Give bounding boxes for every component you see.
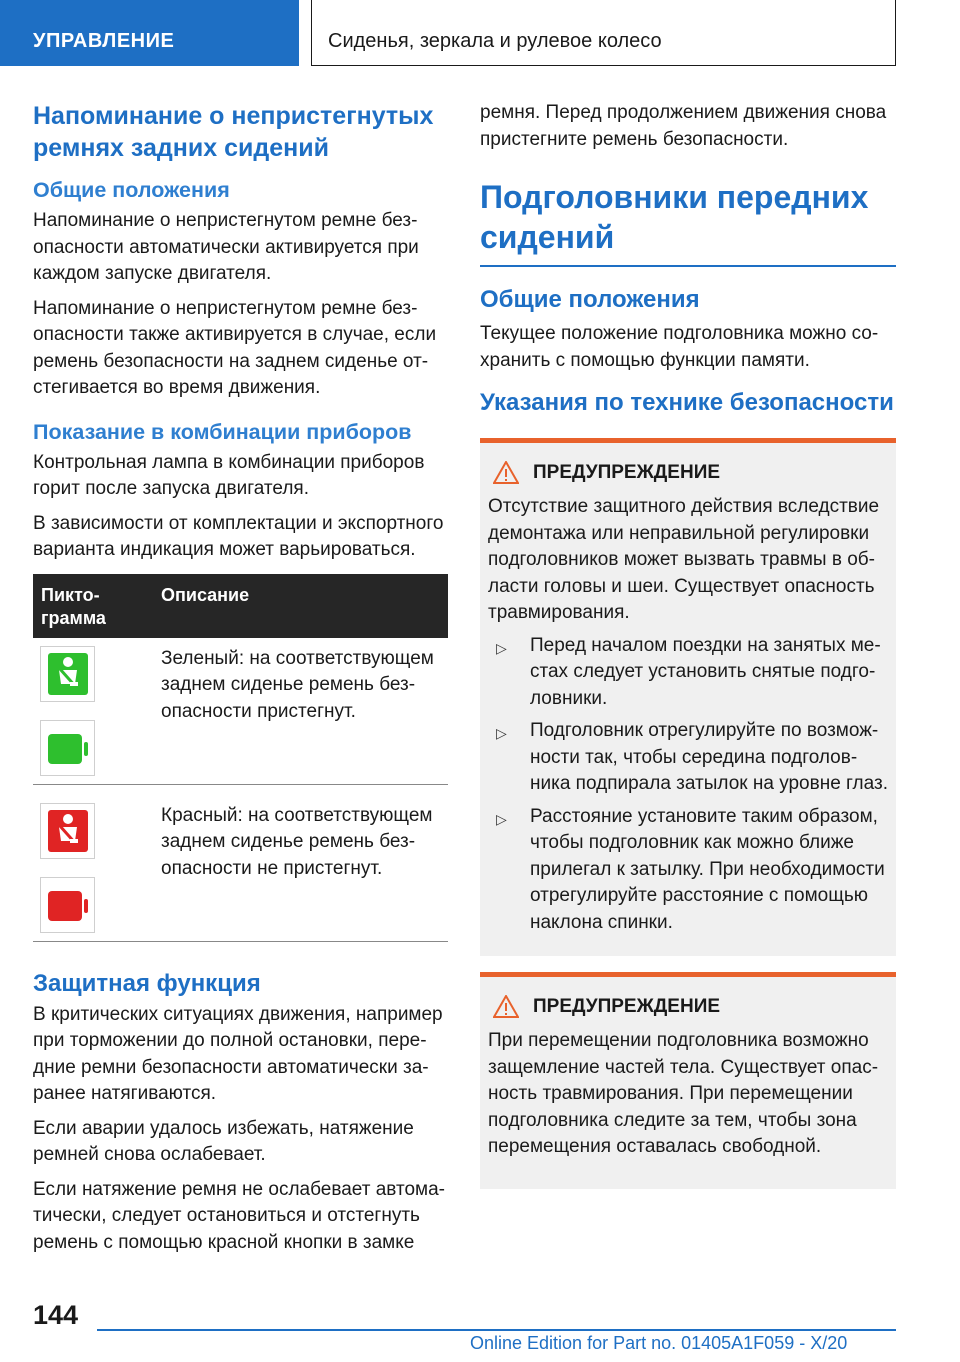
warning-title: ПРЕДУПРЕЖДЕНИЕ bbox=[533, 995, 721, 1017]
page-number: 144 bbox=[33, 1300, 79, 1330]
heading-general: Общие положения bbox=[480, 286, 700, 313]
col-pictogram: Пиктограмма bbox=[41, 584, 106, 628]
list-item: ▷ Расстояние установите таким образом, чтобы подголовник как можно ближе прилегал к затылку. При необходимости отрегулируйте расстояние с помощью наклона спинки. bbox=[496, 804, 888, 937]
bullet-triangle-icon: ▷ bbox=[496, 810, 507, 827]
warning-title: ПРЕДУПРЕЖДЕНИЕ bbox=[533, 461, 721, 483]
section-title-headrests: Подголовники передних сидений bbox=[480, 177, 896, 267]
edition-text: Online Edition for Part no. 01405A1F059 - X/20 bbox=[470, 1333, 848, 1353]
paragraph: Если натяжение ремня не ослабевает автоматически, следует остановиться и отстегнуть ремень с помощью красной кнопки в замке bbox=[33, 1178, 445, 1253]
col-description: Описание bbox=[161, 584, 250, 605]
warning-box bbox=[480, 972, 896, 1189]
bullet-triangle-icon: ▷ bbox=[496, 725, 507, 741]
chapter-title: Сиденья, зеркала и рулевое колесо bbox=[311, 0, 896, 66]
left-column bbox=[33, 100, 448, 1264]
heading-safety: Указания по технике безопасности bbox=[480, 389, 894, 416]
right-column bbox=[480, 100, 896, 1205]
paragraph: Контрольная лампа в комбинации приборов горит после запуска двигателя. bbox=[33, 451, 425, 499]
description-red: Красный: на соответствующем заднем сиденье ремень безопасности не пристегнут. bbox=[161, 804, 433, 879]
description-green: Зеленый: на соответствующем заднем сиденье ремень безопасности пристегнут. bbox=[161, 647, 434, 722]
warning-box bbox=[480, 438, 896, 956]
pictogram-table bbox=[33, 574, 448, 942]
section-tab: УПРАВЛЕНИЕ bbox=[0, 0, 299, 66]
paragraph: ремня. Перед продолжением движения снова пристегните ремень безопасности. bbox=[480, 102, 887, 150]
paragraph: Напоминание о непристегнутом ремне безопасности также активируется в случае, если ремень безопасности на заднем сиденье отстегивается во время движения. bbox=[33, 297, 437, 398]
warning-triangle-icon bbox=[493, 995, 519, 1018]
bullet-triangle-icon: ▷ bbox=[496, 639, 507, 656]
table-row bbox=[33, 638, 448, 785]
warning-text: При перемещении подголовника возможно защемление частей тела. Существует опасность травмирования. При перемещении подголовника следите за тем, чтобы зона перемещения оставалась свободной. bbox=[488, 1030, 879, 1157]
heading-protection: Защитная функция bbox=[33, 969, 261, 997]
heading-display: Показание в комбинации приборов bbox=[33, 419, 412, 444]
warning-text: Отсутствие защитного действия вследствие демонтажа или неправильной регулировки подголовников может вызвать травмы в области головы и шеи. Существует опасность травмирования. bbox=[488, 496, 880, 623]
paragraph: Если аварии удалось избежать, натяжение ремней снова ослабевает. bbox=[33, 1117, 414, 1165]
table-row bbox=[33, 785, 448, 942]
footer-divider bbox=[97, 1329, 896, 1331]
table-header bbox=[33, 574, 448, 638]
list-item: ▷ Перед началом поездки на занятых местах следует установить снятые подголовники. bbox=[496, 633, 888, 713]
paragraph: Текущее положение подголовника можно сохранить с помощью функции памяти. bbox=[480, 323, 879, 371]
paragraph: В зависимости от комплектации и экспортного варианта индикация может варьироваться. bbox=[33, 512, 444, 560]
section-title-seatbelt-reminder: Напоминание о непристегнутых ремнях задних сидений bbox=[33, 102, 434, 162]
warning-triangle-icon bbox=[493, 461, 519, 484]
seat-status-green-icon bbox=[40, 720, 95, 776]
paragraph: В критических ситуациях движения, например при торможении до полной остановки, передние ремни безопасности автоматически заранее натягиваются. bbox=[33, 1003, 443, 1104]
seatbelt-fastened-icon bbox=[40, 646, 95, 702]
heading-general: Общие положения bbox=[33, 178, 230, 202]
paragraph: Напоминание о непристегнутом ремне безопасности автоматически активируется при каждом запуске двигателя. bbox=[33, 210, 419, 284]
list-item: ▷ Подголовник отрегулируйте по возможности так, чтобы середина подголовника подпирала затылок на уровне глаз. bbox=[496, 718, 888, 798]
seatbelt-unfastened-icon bbox=[40, 803, 95, 859]
seat-status-red-icon bbox=[40, 877, 95, 933]
